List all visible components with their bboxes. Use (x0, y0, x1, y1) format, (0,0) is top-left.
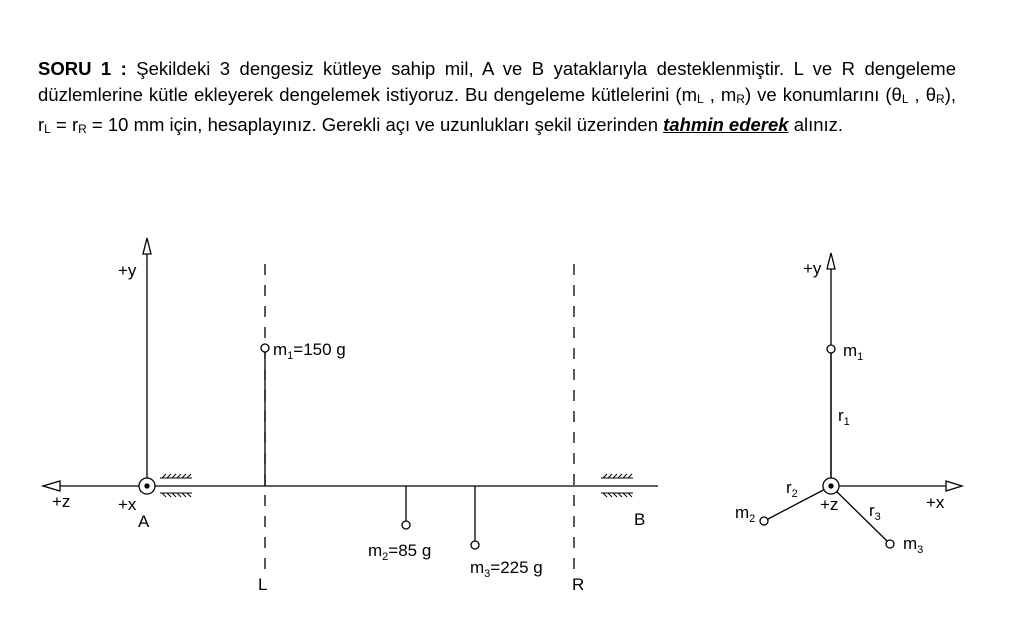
bearing-b-label: B (634, 510, 646, 529)
sub-mR: R (736, 92, 745, 106)
question-label: SORU 1 : (38, 58, 127, 79)
question-sep2: , θ (908, 84, 937, 105)
bearing-a-label: A (138, 512, 150, 531)
question-part4: = r (50, 114, 79, 135)
end-m3-label: $m_3$ (903, 534, 924, 556)
plane-l-label: L (258, 575, 268, 594)
m2-mass (402, 521, 410, 529)
r1-label: $r_1$ (838, 406, 850, 428)
end-axis-y-label: +y (803, 259, 822, 278)
question-part1: Şekildeki 3 dengesiz kütleye sahip mil, A ve B yataklarıyla desteklenmiştir. L ve R dengeleme düzlemlerine kütle ekleyerek dengelemek istiyoruz. Bu dengeleme kütlelerini (m (38, 58, 956, 105)
end-y-arrow-head (827, 253, 835, 269)
m1-mass (261, 344, 269, 352)
r2-label: $r_2$ (786, 478, 798, 500)
sub-mL: L (697, 92, 704, 106)
m3-label: $m_3=225$ g (470, 558, 543, 580)
end-axis-z-label: +z (820, 495, 839, 514)
question-part6: alınız. (788, 114, 844, 135)
sub-rL: L (44, 122, 51, 136)
y-arrow-head (143, 238, 151, 254)
end-m1-mass (827, 345, 835, 353)
x-axis-dot (145, 484, 149, 488)
z-arrow-head (43, 481, 60, 491)
end-m1-label: $m_1$ (843, 341, 864, 363)
end-m2-label: $m_2$ (735, 503, 756, 525)
side-axis-x-label: +x (118, 495, 137, 514)
end-m2-mass (760, 517, 768, 525)
plane-r-label: R (572, 575, 585, 594)
m2-label: $m_2=85$ g (368, 541, 432, 563)
r3-label: $r_3$ (869, 501, 881, 523)
question-part2: ) ve konumlarını (θ (744, 84, 902, 105)
side-view-labels (52, 261, 645, 594)
side-axis-z-label: +z (52, 492, 71, 511)
question-sep1: , m (703, 84, 737, 105)
side-axis-y-label: +y (118, 261, 137, 280)
question-part5: = 10 mm için, hesaplayınız. Gerekli açı ve uzunlukları şekil üzerinden (86, 114, 664, 135)
question-part3: ), r (38, 84, 956, 135)
sub-rR: R (78, 122, 87, 136)
end-m3-mass (886, 540, 894, 548)
z-axis-dot (829, 484, 833, 488)
end-x-arrow-head (946, 481, 962, 491)
end-view-labels (735, 259, 945, 556)
question-emphasis: tahmin ederek (663, 114, 789, 135)
sub-thetaR: R (936, 92, 945, 106)
end-axis-x-label: +x (926, 493, 945, 512)
m3-mass (471, 541, 479, 549)
m1-label: $m_1=150$ g (273, 340, 346, 362)
side-view (43, 238, 658, 570)
sub-thetaL: L (901, 92, 909, 106)
